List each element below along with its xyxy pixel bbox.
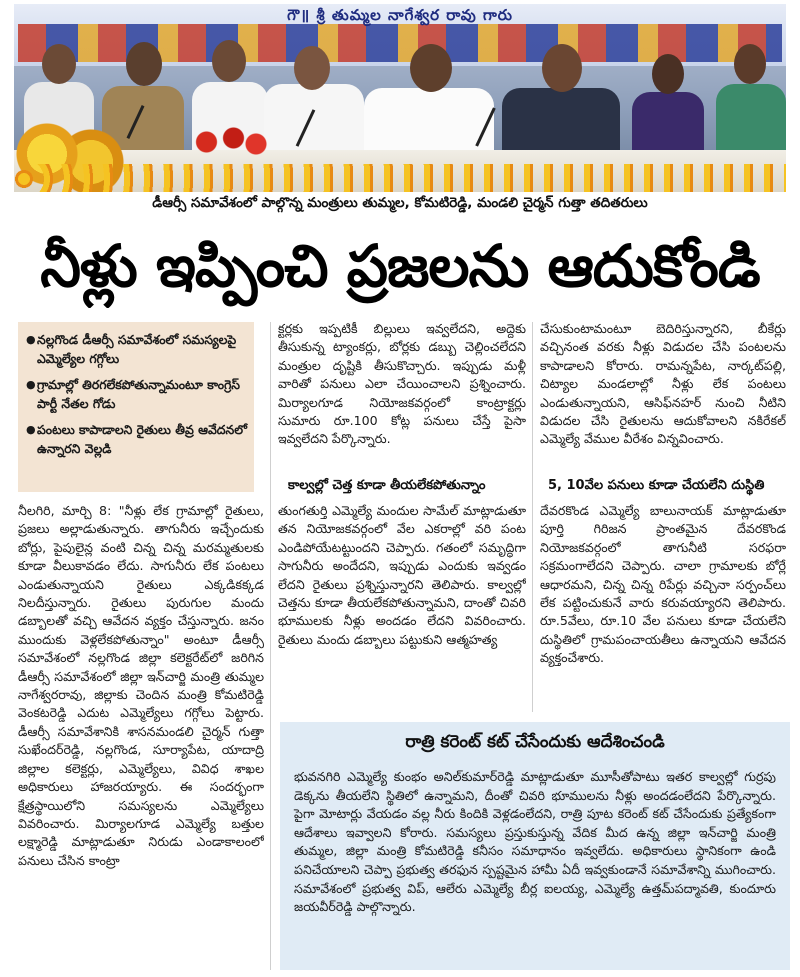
flower-garland bbox=[14, 164, 786, 192]
column-divider bbox=[270, 322, 271, 970]
highlight-text: గ్రామాల్లో తిరగలేకపోతున్నామంటూ కాంగ్రెస్ పార్టీ నేతల గోడు bbox=[37, 377, 240, 411]
article-column-2-bottom: తుంగతుర్తి ఎమ్మెల్యే మందుల సామేల్ మాట్లాడుతూ తన నియోజకవర్గంలో వేల ఎకరాల్లో వరి పంట ఎండిపోయేటట్టుందని చెప్పారు. గతంలో సమృద్ధిగా సాగునీరు అందేదని, ఇప్పుడు ఎందుకు ఇవ్వడం లేదని రైతులు ప్రశ్నిస్తున్నారని తెలిపారు. కాల్వల్లో చెత్తను కూడా తీయలేకపోతున్నామని, దాంతో చివరి భూములకు నీళ్లు అందడం లేదని వివరించారు. రైతులు మందు డబ్బాలు పట్టుకుని ఆత్మహత్య bbox=[278, 503, 526, 647]
headline: నీళ్లు ఇప్పించి ప్రజలను ఆదుకోండి bbox=[40, 232, 760, 300]
box-title: రాత్రి కరెంట్ కట్ చేసేందుకు ఆదేశించండి bbox=[405, 732, 665, 752]
box-text: భువనగిరి ఎమ్మెల్యే కుంభం అనిల్‌కుమార్‌రెడ్డి మాట్లాడుతూ మూసీతోపాటు ఇతర కాల్వల్లో గుర్రపు డెక్కను తీయలేని స్థితిలో ఉన్నామని, దీంతో చివరి భూములను నీళ్లు అందడంలేదని పేర్కొన్నారు. పైగా మోటార్లు వేయడం వల్ల నీరు కిందికి వెళ్లడంలేదని, రాత్రి పూట కరెంట్ కట్ చేసేందుకు ప్రత్యేకంగా ఆదేశాలు ఇవ్వాలని కోరారు. సమస్యలు ప్రస్తుకుస్తున్న వేదిక మీద ఉన్న జిల్లా ఇన్‌చార్జి మంత్రి తుమ్మల, జిల్లా మంత్రి కోమటిరెడ్డి కనీసం సమాధానం ఇవ్వలేదు. అధికారులు స్థానికంగా ఉండి పనిచేయాలని చెప్పా ప్రభుత్వ తరఫున స్పష్టమైన హామీ ఏదీ ఇవ్వకుండానే సమావేశాన్ని ముగించారు. సమావేశంలో ప్రభుత్వ విప్, ఆలేరు ఎమ్మెల్యే బీర్ల ఐలయ్య, ఎమ్మెల్యే ఉత్తమ్‌పద్మావతి, కుందూరు జయవీర్‌రెడ్డి పాల్గొన్నారు. bbox=[294, 769, 776, 915]
person-6-head bbox=[542, 44, 582, 92]
person-7-head bbox=[652, 54, 684, 94]
banner-text: గౌ॥ శ్రీ తుమ్మల నాగేశ్వర రావు గారు bbox=[287, 6, 513, 24]
person-5-head bbox=[410, 44, 452, 92]
highlight-text: పంటలు కాపాడాలని రైతులు తీవ్ర ఆవేదనలో ఉన్నారని వెల్లడి bbox=[37, 422, 247, 456]
highlight-item bbox=[26, 330, 248, 368]
article-column-3-bottom: దేవరకొండ ఎమ్మెల్యే బాలునాయక్ మాట్లాడుతూ పూర్తి గిరిజన ప్రాంతమైన దేవరకొండ నియోజకవర్గంలో తాగునీటి సరఫరా సక్రమంగాలేదని చెప్పారు. చాలా గ్రామాలకు బోర్లే ఆధారమని, చిన్న చిన్న రిపేర్లు వచ్చినా సర్పంచ్‌లు లేక పట్టించుకునే వారు కరువయ్యారని తెలిపారు. రూ.5వేలు, రూ.10 వేల పనులు కూడా చేయలేని దుస్థితిలో గ్రామపంచాయతీలు ఉన్నాయని ఆవేదన వ్యక్తంచేశారు. bbox=[540, 503, 786, 666]
column-divider bbox=[532, 322, 533, 712]
highlight-text: నల్లగొండ డీఆర్సీ సమావేశంలో సమస్యలపై ఎమ్మెల్యేల గగ్గోలు bbox=[37, 332, 237, 366]
highlight-item bbox=[26, 375, 248, 413]
photo-caption: డీఆర్సీ సమావేశంలో పాల్గొన్న మంత్రులు తుమ్మల, కోమటిరెడ్డి, మండలి చైర్మన్ గుత్తా తదితరులు bbox=[152, 195, 648, 211]
bullet-icon: ● bbox=[26, 423, 36, 436]
person-8-head bbox=[734, 44, 766, 84]
person-2-head bbox=[126, 42, 162, 86]
subheading-canals: కాల్వల్లో చెత్త కూడా తీయలేకపోతున్నాం bbox=[288, 478, 486, 493]
person-4-head bbox=[294, 46, 330, 90]
person-1-head bbox=[42, 44, 76, 84]
person-3-head bbox=[212, 40, 246, 82]
article-column-3-top: చేసుకుంటామంటూ బెదిరిస్తున్నారని, బీకేర్లు వచ్చినంత వరకు నీళ్లు విడుదల చేసి పంటలను కాపాడాలని కోరారు. రామన్నపేట, నార్కట్‌పల్లి, చిట్యాల మండలాల్లో నీళ్లు లేక పంటలు ఎండుతున్నాయని, ఆసిఫ్‌నహర్ నుంచి నీటిని విడుదల చేసి రైతులను ఆదుకోవాలని నకిరేకల్ ఎమ్మెల్యే వేముల వీరేశం విన్నవించారు. bbox=[540, 321, 786, 447]
power-cut-box bbox=[280, 722, 790, 970]
bullet-icon: ● bbox=[26, 333, 36, 346]
highlight-item bbox=[26, 420, 248, 458]
article-column-1: నీలగిరి, మార్చి 8: "నీళ్లు లేక గ్రామాల్లో రైతులు, ప్రజలు అల్లాడుతున్నారు. తాగునీరు ఇచ్చేందుకు బోర్లు, పైపులైన్ల వంటి చిన్న చిన్న మరమ్మతులకు కూడా వీలుకావడం లేదు. సాగునీరు లేక పంటలు ఎండుతున్నాయని రైతులు ఎక్కడికక్కడ నిలదీస్తున్నారు. రైతులు పురుగుల మందు డబ్బాలతో వచ్చి ఆవేదన వ్యక్తం చేస్తున్నారు. జనం ముందుకు వెళ్లలేకపోతున్నాం" అంటూ డీఆర్సీ సమావేశంలో నల్లగొండ జిల్లా కలెక్టరేట్‌లో జరిగిన డీఆర్సీ సమావేశంలో జిల్లా ఇన్‌చార్జి మంత్రి తుమ్మల నాగేశ్వరరావు, జిల్లాకు చెందిన మంత్రి కోమటిరెడ్డి వెంకటరెడ్డి ఎదుట ఎమ్మెల్యేలు గగ్గోలు పెట్టారు. డీఆర్సీ సమావేశానికి శాసనమండలి చైర్మన్ గుత్తా సుఖేందర్‌రెడ్డి, నల్లగొండ, సూర్యాపేట, యాదాద్రి జిల్లాల కలెక్టర్లు, ఎమ్మెల్యేలు, వివిధ శాఖల అధికారులు హాజరయ్యారు. ఈ సందర్భంగా క్షేత్రస్థాయిలోని సమస్యలను ఎమ్మెల్యేలు వివరించారు. మిర్యాలగూడ ఎమ్మెల్యే బత్తుల లక్ష్మారెడ్డి మాట్లాడుతూ నిరుడు ఎండాకాలంలో పనులు చేసిన కాంట్రా bbox=[18, 503, 264, 868]
bullet-icon: ● bbox=[26, 378, 36, 391]
subheading-works: 5, 10వేల పనులు కూడా చేయలేని దుస్థితి bbox=[548, 478, 765, 493]
article-column-2-top: క్టర్లకు ఇప్పటికీ బిల్లులు ఇవ్వలేదని, అద్దెకు తీసుకున్న ట్యాంకర్లు, బోర్లకు డబ్బు చెల్లించలేదని మంత్రుల దృష్టికి తీసుకొచ్చారు. ఇప్పుడు మళ్లీ వారితో పనులు ఎలా చేయించాలని ప్రశ్నించారు. మిర్యాలగూడ నియోజకవర్గంలో కాంట్రాక్టర్లు సుమారు రూ.100 కోట్ల పనులు చేస్తే పైసా ఇవ్వలేదని పేర్కొన్నారు. bbox=[278, 321, 526, 447]
news-photo bbox=[14, 4, 786, 192]
red-flowers bbox=[184, 122, 274, 162]
highlights-box bbox=[18, 322, 254, 492]
